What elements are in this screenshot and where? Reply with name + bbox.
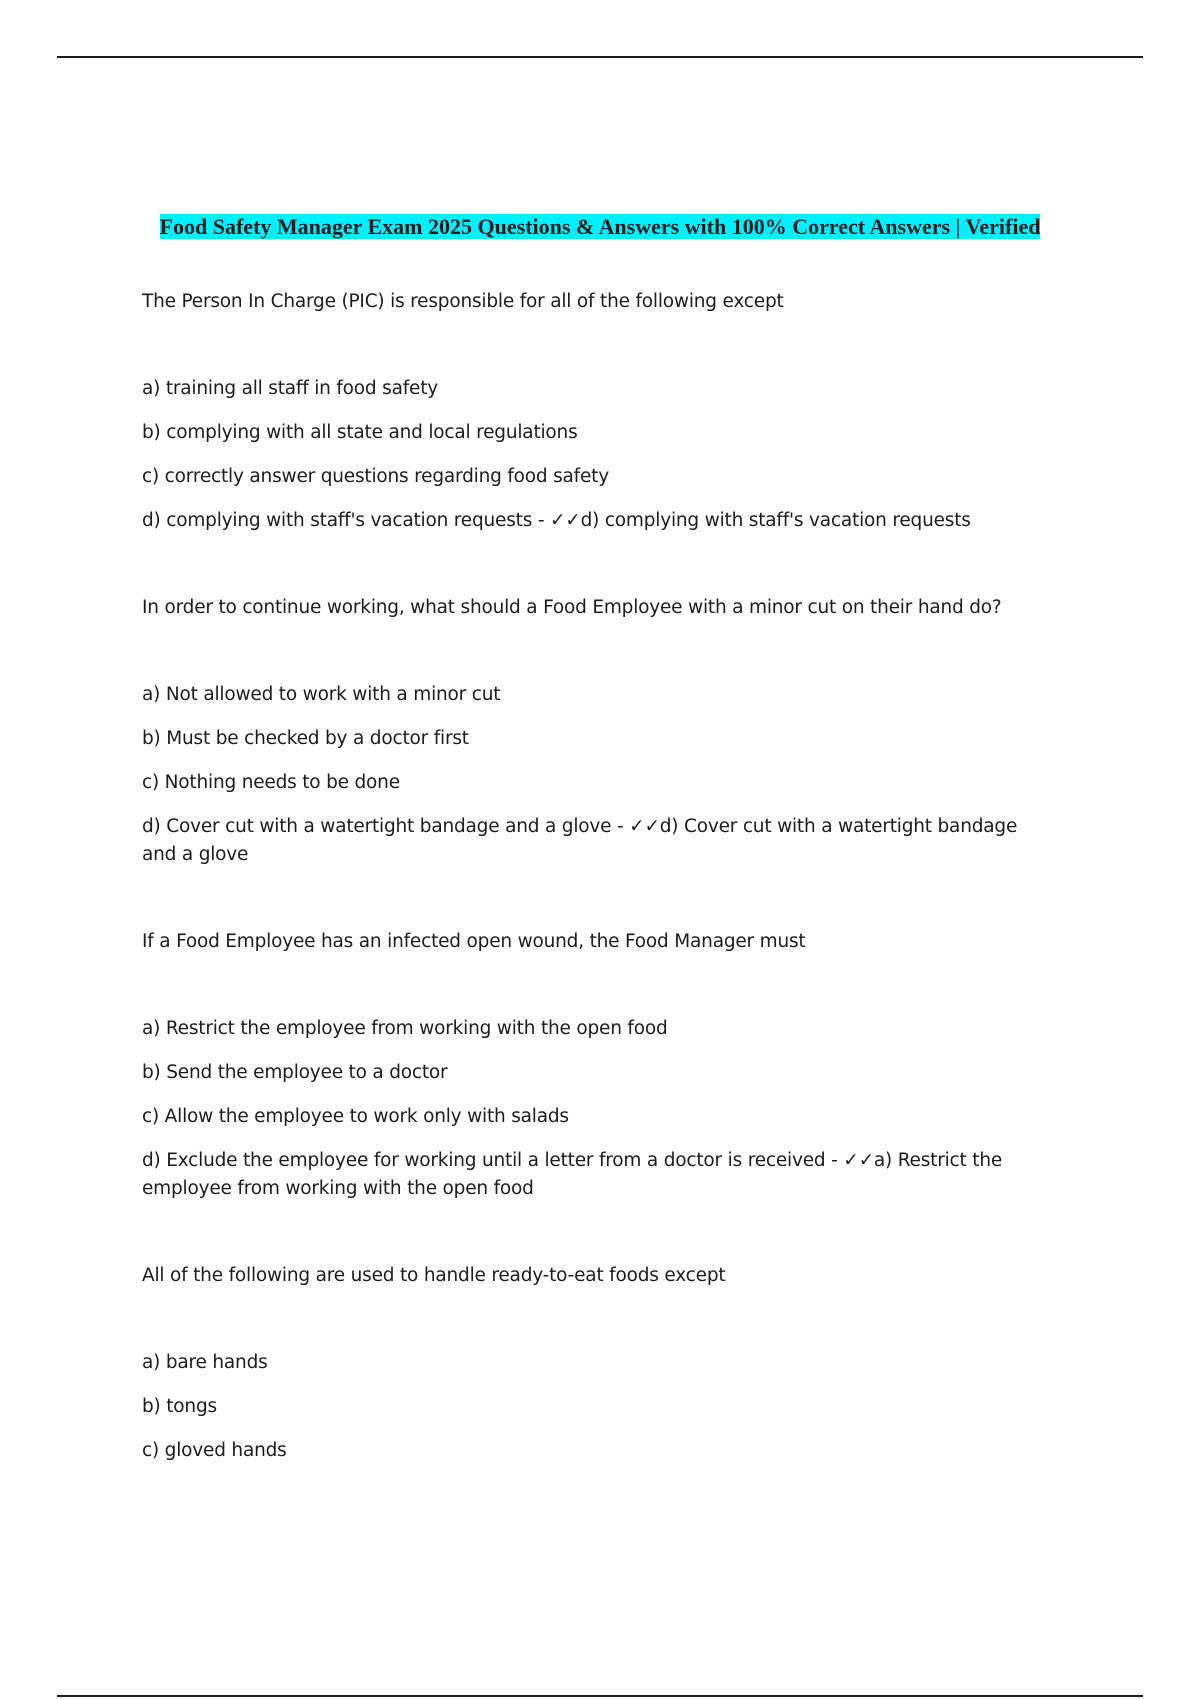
answer-option-with-key: d) Exclude the employee for working until a letter from a doctor is received - ✓✓a) Restrict the employee from working with the open food <box>142 1150 1003 1199</box>
answer-option: a) Not allowed to work with a minor cut <box>142 684 501 705</box>
answer-option: b) Send the employee to a doctor <box>142 1062 448 1083</box>
answer-option: a) bare hands <box>142 1352 268 1373</box>
answer-option: b) complying with all state and local regulations <box>142 422 578 443</box>
answer-option: b) tongs <box>142 1396 217 1417</box>
question-text: All of the following are used to handle ready-to-eat foods except <box>142 1265 726 1286</box>
question-text: In order to continue working, what should a Food Employee with a minor cut on their hand do? <box>142 597 1002 618</box>
document-body <box>142 288 1042 1524</box>
top-rule <box>57 56 1143 58</box>
question-block <box>142 594 1042 869</box>
answer-option: b) Must be checked by a doctor first <box>142 728 469 749</box>
answer-option: c) Allow the employee to work only with salads <box>142 1106 569 1127</box>
bottom-rule <box>57 1695 1143 1697</box>
page-title <box>140 212 1060 242</box>
question-block <box>142 288 1042 535</box>
title-highlight: Food Safety Manager Exam 2025 Questions & Answers with 100% Correct Answers | Verified <box>159 214 1041 239</box>
question-text: The Person In Charge (PIC) is responsible for all of the following except <box>142 291 784 312</box>
question-text: If a Food Employee has an infected open wound, the Food Manager must <box>142 931 806 952</box>
answer-option: c) gloved hands <box>142 1440 287 1461</box>
answer-option-with-key: d) complying with staff's vacation requests - ✓✓d) complying with staff's vacation requests <box>142 510 971 531</box>
answer-option: c) correctly answer questions regarding food safety <box>142 466 609 487</box>
question-block <box>142 1262 1042 1465</box>
answer-option: c) Nothing needs to be done <box>142 772 400 793</box>
answer-option: a) Restrict the employee from working with the open food <box>142 1018 668 1039</box>
answer-option: a) training all staff in food safety <box>142 378 439 399</box>
question-block <box>142 928 1042 1203</box>
answer-option-with-key: d) Cover cut with a watertight bandage and a glove - ✓✓d) Cover cut with a watertight bandage and a glove <box>142 816 1018 865</box>
